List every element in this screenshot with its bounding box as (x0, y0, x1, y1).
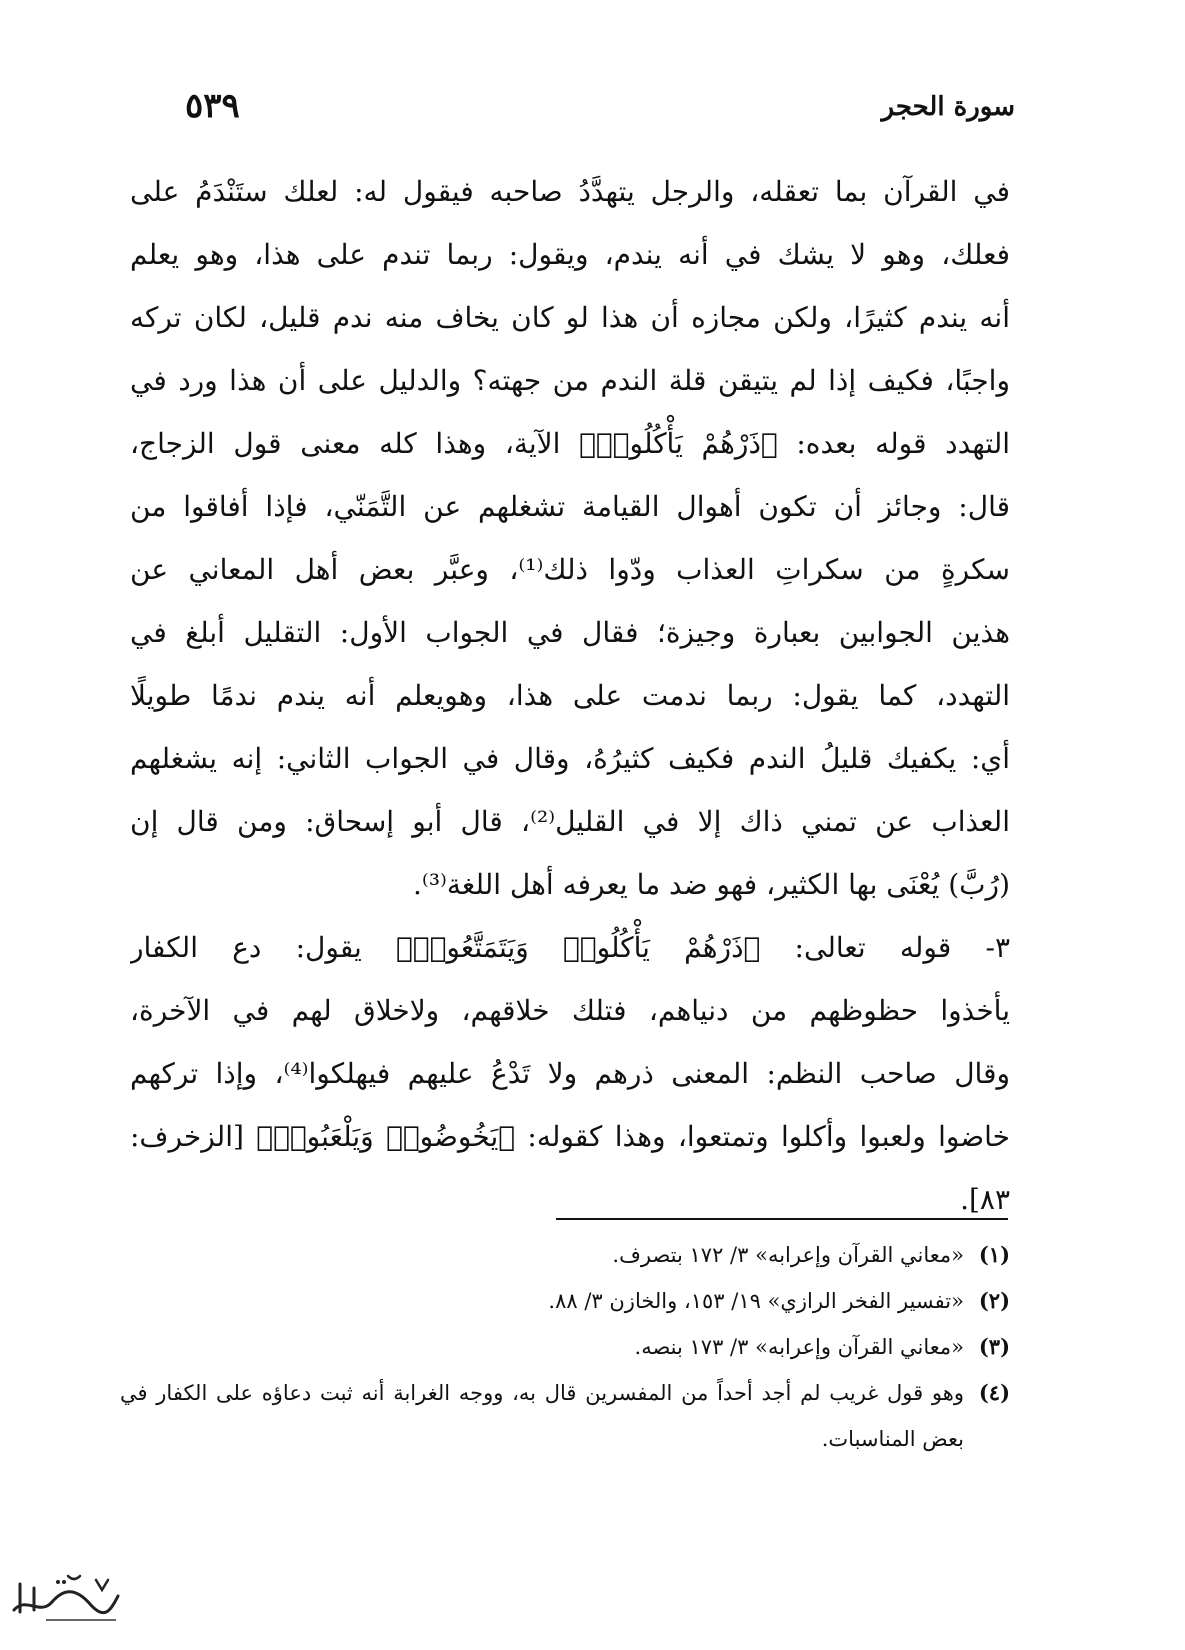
body-line: أنه يندم كثيرًا، ولكن مجازه أن هذا لو كان يخاف منه ندم قليل، لكان تركه (130, 301, 1010, 334)
footnote-item (120, 1232, 1010, 1278)
footnote-divider (556, 1218, 1008, 1220)
footnotes (120, 1232, 1010, 1462)
footnote-number: (٤) (978, 1380, 1010, 1405)
body-line: (رُبَّ) يُعْنَى بها الكثير، فهو ضد ما يعرفه أهل اللغة⁽³⁾. (413, 868, 1010, 901)
body-line: سكرةٍ من سكراتِ العذاب ودّوا ذلك⁽¹⁾، وعبَّر بعض أهل المعاني عن (130, 553, 1010, 586)
body-line: في القرآن بما تعقله، والرجل يتهدَّدُ صاحبه فيقول له: لعلك ستَنْدَمُ على (130, 175, 1010, 208)
body-line: ٣- قوله تعالى: ﴿ذَرْهُمْ يَأْكُلُوا۟ وَيَتَمَتَّعُوا۟﴾ يقول: دع الكفار (130, 931, 1010, 964)
publisher-logo-icon (6, 1566, 124, 1626)
footnote-number: (٣) (978, 1334, 1010, 1359)
footnote-number: (٢) (978, 1288, 1010, 1313)
body-line: واجبًا، فكيف إذا لم يتيقن قلة الندم من جهته؟ والدليل على أن هذا ورد في (130, 364, 1010, 397)
body-line: هذين الجوابين بعبارة وجيزة؛ فقال في الجواب الأول: التقليل أبلغ في (130, 616, 1010, 649)
body-line: أي: يكفيك قليلُ الندم فكيف كثيرُهُ، وقال في الجواب الثاني: إنه يشغلهم (130, 742, 1010, 775)
footnote-item (120, 1324, 1010, 1370)
body-line: يأخذوا حظوظهم من دنياهم، فتلك خلاقهم، ولاخلاق لهم في الآخرة، (130, 994, 1010, 1027)
body-line: فعلك، وهو لا يشك في أنه يندم، ويقول: ربما تندم على هذا، وهو يعلم (130, 238, 1010, 271)
body-line: التهدد قوله بعده: ﴿ذَرْهُمْ يَأْكُلُوا۟﴾ الآية، وهذا كله معنى قول الزجاج، (130, 427, 1010, 460)
surah-title: سورة الحجر (881, 92, 1015, 122)
footnote-item (120, 1370, 1010, 1462)
body-line: قال: وجائز أن تكون أهوال القيامة تشغلهم عن التَّمَنّي، فإذا أفاقوا من (130, 490, 1010, 523)
page-header (185, 86, 1015, 140)
body-line: ٨٣]. (960, 1183, 1010, 1216)
page-number: ٥٣٩ (185, 86, 240, 126)
footnote-number: (١) (978, 1242, 1010, 1267)
footnote-text: «معاني القرآن وإعرابه» ٣/ ١٧٢ بتصرف. (612, 1243, 964, 1267)
footnote-text: «تفسير الفخر الرازي» ١٩/ ١٥٣، والخازن ٣/ ٨٨. (548, 1289, 964, 1313)
body-text (130, 160, 1010, 1231)
footnote-item (120, 1278, 1010, 1324)
body-line: العذاب عن تمني ذاك إلا في القليل⁽²⁾، قال أبو إسحاق: ومن قال إن (130, 805, 1010, 838)
footnote-text: «معاني القرآن وإعرابه» ٣/ ١٧٣ بنصه. (634, 1335, 964, 1359)
body-line: وقال صاحب النظم: المعنى ذرهم ولا تَدْعُ عليهم فيهلكوا⁽⁴⁾، وإذا تركهم (130, 1057, 1010, 1090)
body-line: التهدد، كما يقول: ربما ندمت على هذا، وهويعلم أنه يندم ندمًا طويلًا (130, 679, 1010, 712)
footnote-text: وهو قول غريب لم أجد أحداً من المفسرين قال به، ووجه الغرابة أنه ثبت دعاؤه على الكفار في بعض المناسبات. (120, 1381, 964, 1451)
body-line: خاضوا ولعبوا وأكلوا وتمتعوا، وهذا كقوله: ﴿يَخُوضُوا۟ وَيَلْعَبُوا۟﴾ [الزخرف: (130, 1120, 1010, 1153)
